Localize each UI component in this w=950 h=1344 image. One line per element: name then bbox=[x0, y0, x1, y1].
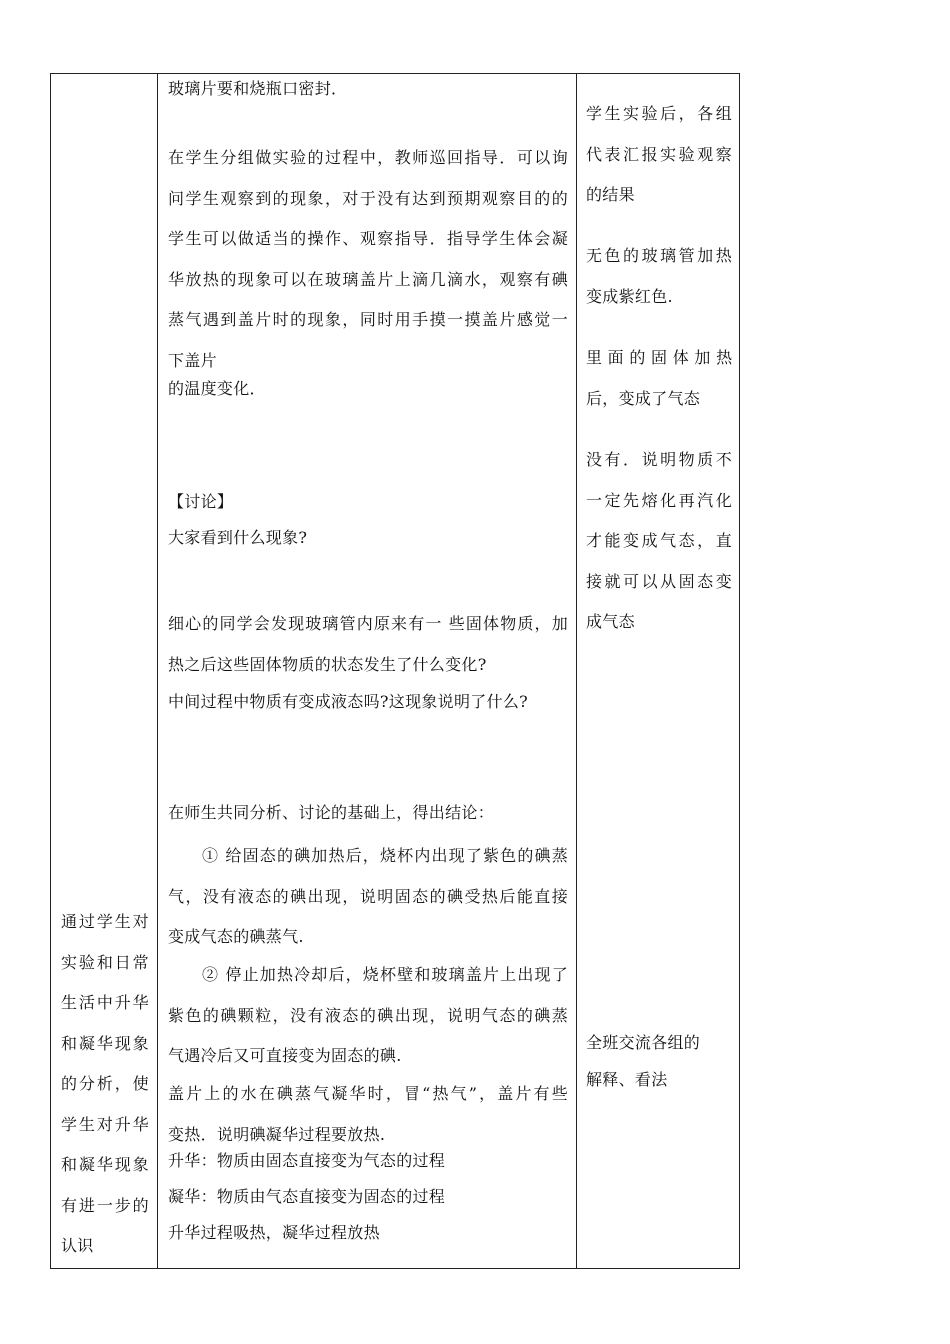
text-line: 气，没有液态的碘出现，说明固态的碘受热后能直接 bbox=[168, 886, 568, 906]
text-line: 蒸气遇到盖片时的现象，同时用手摸一摸盖片感觉一 bbox=[168, 310, 568, 329]
discussion-question-1: 大家看到什么现象? bbox=[168, 528, 308, 547]
text-line: ① 给固态的碘加热后，烧杯内出现了紫色的碘蒸 bbox=[202, 846, 568, 865]
text-line: 下盖片 bbox=[168, 350, 217, 370]
text-line: ② 停止加热冷却后，烧杯壁和玻璃盖片上出现了 bbox=[202, 965, 568, 984]
objective-line: 的分析，使 bbox=[61, 1074, 149, 1093]
text-line: 热之后这些固体物质的状态发生了什么变化? bbox=[168, 654, 487, 674]
text-line: 里 面 的 固 体 加 热 bbox=[586, 348, 733, 367]
text-line: 代表汇报实验观察 bbox=[586, 144, 732, 164]
teacher-activity-column bbox=[158, 74, 576, 1268]
student-report bbox=[586, 94, 732, 216]
discussion-title: 【讨论】 bbox=[168, 492, 234, 511]
text-line: 气遇冷后又可直接变为固态的碘. bbox=[168, 1046, 402, 1065]
seal-note: 玻璃片要和烧瓶口密封． bbox=[168, 79, 348, 98]
text-line: 变成气态的碘蒸气. bbox=[168, 927, 304, 946]
text-line: 在学生分组做实验的过程中，教师巡回指导．可以询 bbox=[168, 148, 568, 167]
objective-line: 学生对升华 bbox=[61, 1114, 149, 1134]
student-answer-liquid bbox=[586, 440, 732, 643]
guidance-paragraph-end: 的温度变化． bbox=[168, 379, 266, 398]
objective-line: 和凝华现象 bbox=[61, 1033, 149, 1053]
student-answer-color bbox=[586, 236, 732, 317]
conclusion-1 bbox=[168, 836, 568, 958]
conclusion-intro: 在师生共同分析、讨论的基础上，得出结论： bbox=[168, 803, 495, 822]
definition-deposition: 凝华：物质由气态直接变为固态的过程 bbox=[168, 1187, 446, 1206]
objective-text bbox=[61, 902, 149, 1267]
conclusion-2 bbox=[168, 955, 568, 1077]
lesson-table bbox=[50, 73, 740, 1269]
text-line: 变热．说明碘凝华过程要放热. bbox=[168, 1124, 386, 1144]
text-line: 解释、看法 bbox=[586, 1070, 668, 1089]
text-line: 接就可以从固态变 bbox=[586, 571, 732, 591]
heat-summary: 升华过程吸热，凝华过程放热 bbox=[168, 1223, 380, 1242]
objective-line: 和凝华现象 bbox=[61, 1155, 149, 1174]
text-line: 没有．说明物质不 bbox=[586, 450, 732, 469]
text-line: 细心的同学会发现玻璃管内原来有一 些固体物质，加 bbox=[168, 614, 568, 633]
student-answer-state bbox=[586, 338, 732, 419]
text-line: 问学生观察到的现象，对于没有达到预期观察目的的 bbox=[168, 188, 568, 208]
student-exchange bbox=[586, 1024, 732, 1098]
text-line: 学生可以做适当的操作、观察指导．指导学生体会凝 bbox=[168, 229, 568, 248]
discussion-question-2 bbox=[168, 604, 568, 685]
guidance-paragraph bbox=[168, 138, 568, 381]
conclusion-3 bbox=[168, 1074, 568, 1155]
text-line: 才能变成气态，直 bbox=[586, 531, 732, 550]
text-line: 的结果 bbox=[586, 185, 635, 204]
discussion-question-3: 中间过程中物质有变成液态吗?这现象说明了什么? bbox=[168, 692, 529, 711]
definition-sublimation: 升华：物质由固态直接变为气态的过程 bbox=[168, 1151, 446, 1170]
text-line: 全班交流各组的 bbox=[586, 1033, 701, 1052]
objective-line: 认识 bbox=[61, 1236, 94, 1255]
text-line: 学生实验后，各组 bbox=[586, 104, 732, 123]
text-line: 无色的玻璃管加热 bbox=[586, 246, 732, 265]
objective-column bbox=[51, 74, 157, 1268]
student-activity-column bbox=[577, 74, 741, 1268]
text-line: 紫色的碘颗粒，没有液态的碘出现，说明气态的碘蒸 bbox=[168, 1005, 568, 1025]
objective-line: 实验和日常 bbox=[61, 952, 149, 972]
objective-line: 有进一步的 bbox=[61, 1195, 149, 1215]
objective-line: 生活中升华 bbox=[61, 993, 149, 1012]
text-line: 一定先熔化再汽化 bbox=[586, 490, 732, 510]
text-line: 变成紫红色. bbox=[586, 286, 673, 306]
text-line: 成气态 bbox=[586, 612, 635, 631]
text-line: 盖片上的水在碘蒸气凝华时，冒“热气”，盖片有些 bbox=[168, 1084, 568, 1103]
objective-line: 通过学生对 bbox=[61, 912, 149, 931]
text-line: 后，变成了气态 bbox=[586, 388, 701, 408]
text-line: 华放热的现象可以在玻璃盖片上滴几滴水，观察有碘 bbox=[168, 269, 568, 289]
